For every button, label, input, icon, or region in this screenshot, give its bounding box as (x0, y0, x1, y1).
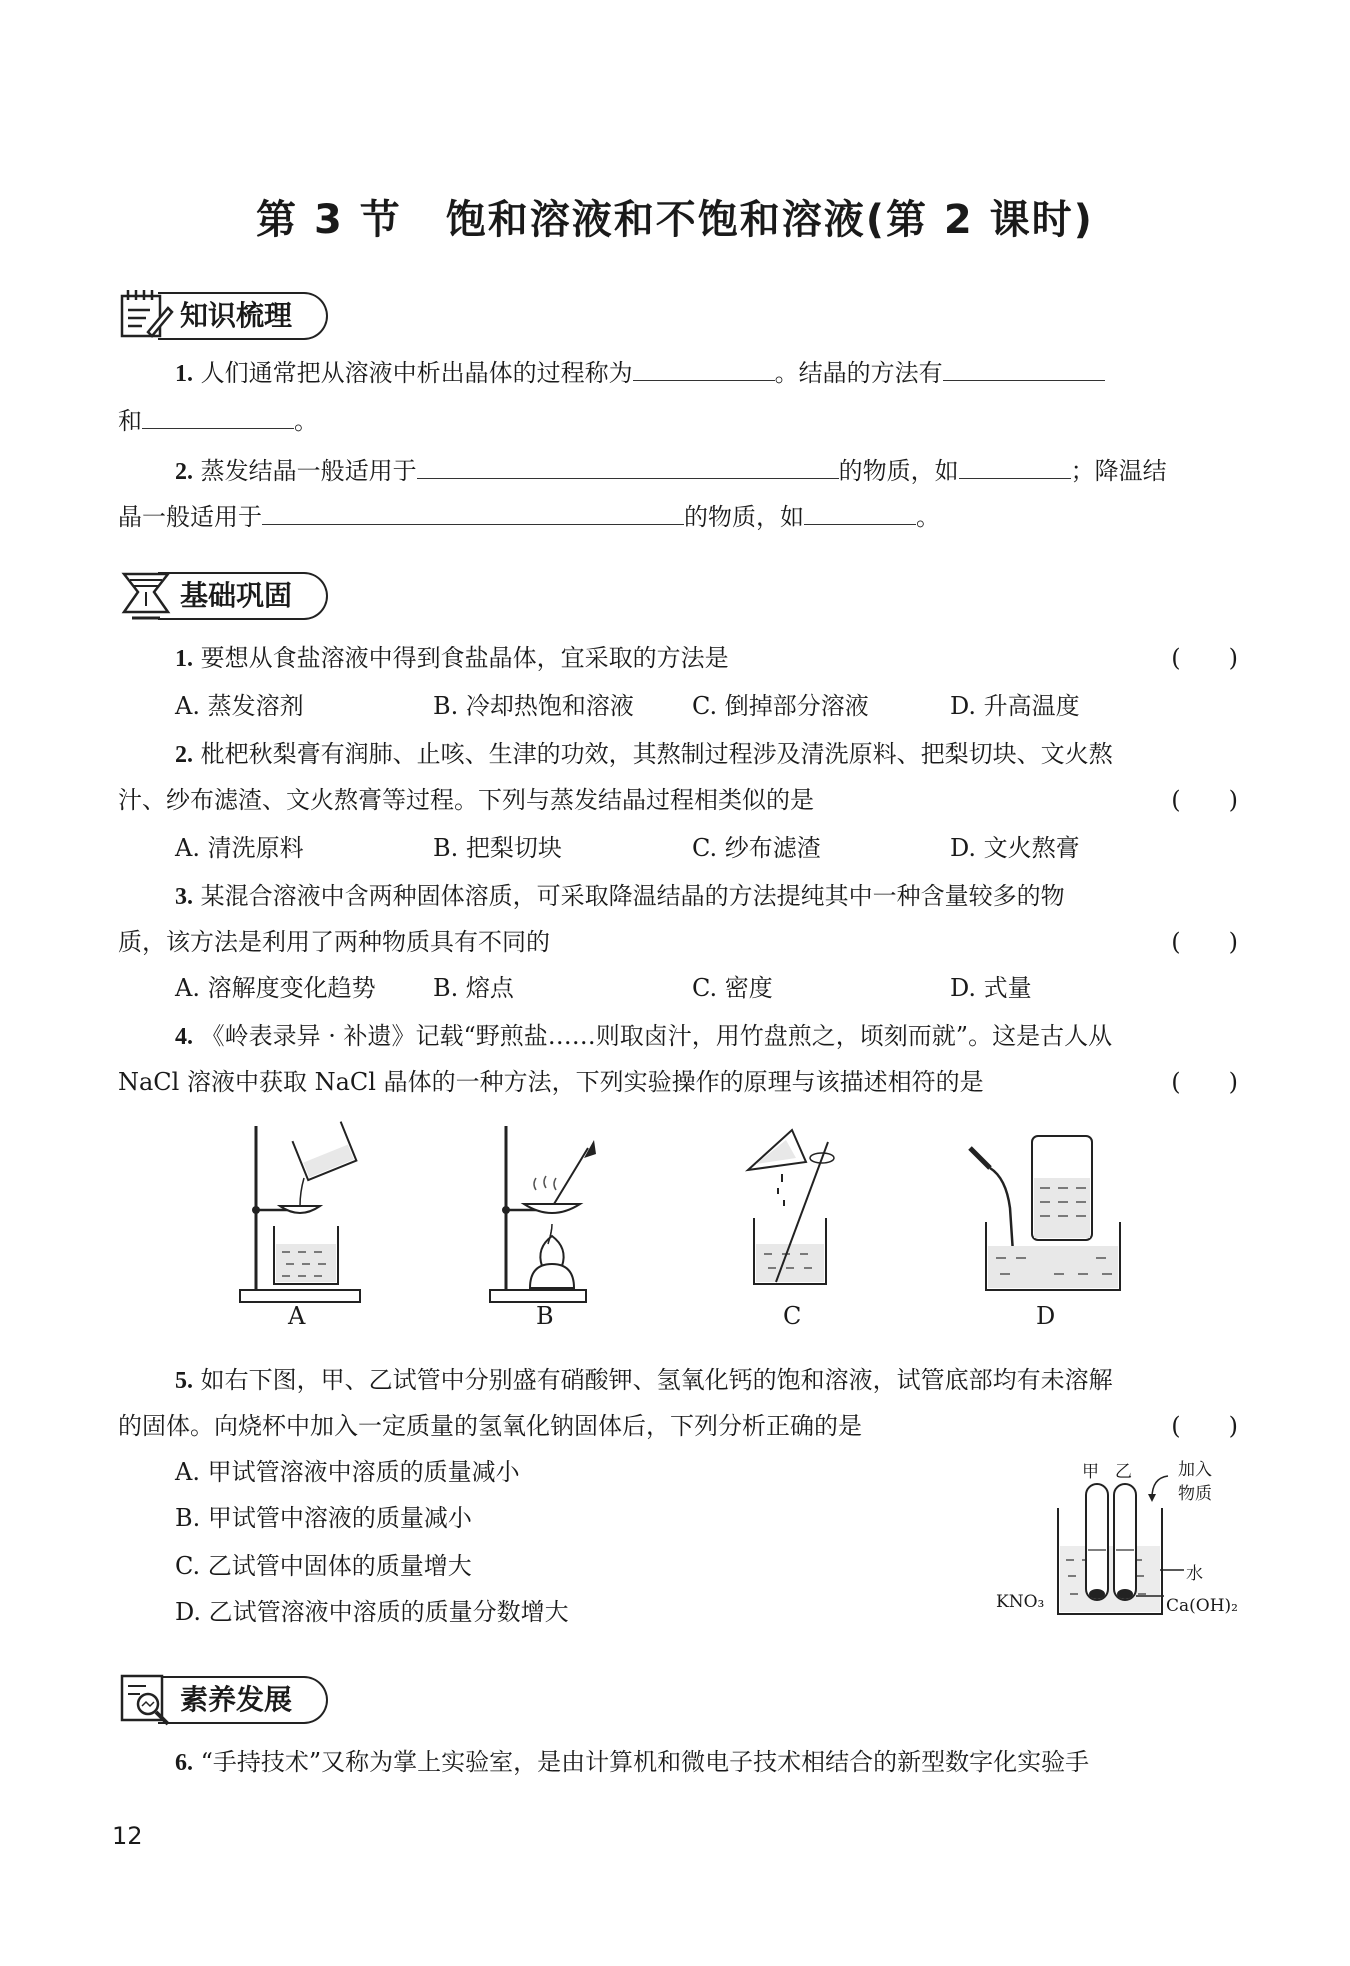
question-3-stem-line1: 3. 某混合溶液中含两种固体溶质，可采取降温结晶的方法提纯其中一种含量较多的物 (175, 882, 1065, 910)
question-4-stem-line1: 4. 《岭表录异 · 补遗》记载“野煎盐……则取卤汁，用竹盘煎之，顷刻而就”。这是古人从 (175, 1022, 1113, 1050)
knowledge-q1-line2: 和 。 (118, 404, 318, 437)
section-label: 知识梳理 (158, 292, 328, 340)
figure-label-a: A (288, 1302, 306, 1330)
figure-label-b: B (536, 1302, 554, 1330)
option-c[interactable]: C. 纱布滤渣 (692, 834, 821, 862)
answer-paren[interactable]: ( ) (1171, 644, 1238, 672)
answer-blank[interactable] (943, 356, 1105, 381)
option-a[interactable]: A. 蒸发溶剂 (175, 692, 304, 720)
figure-d-apparatus (966, 1118, 1126, 1304)
option-a[interactable]: A. 甲试管溶液中溶质的质量减小 (175, 1458, 520, 1486)
section-number: 第 3 节 (256, 197, 402, 243)
option-d[interactable]: D. 升高温度 (950, 692, 1080, 720)
question-2-stem-line2: 汁、纱布滤渣、文火熬膏等过程。下列与蒸发结晶过程相类似的是 (118, 786, 814, 814)
question-2-stem-line1: 2. 枇杷秋梨膏有润肺、止咳、生津的功效，其熬制过程涉及清洗原料、把梨切块、文火熬 (175, 740, 1113, 768)
label-jia: 甲 (1082, 1462, 1099, 1482)
answer-paren[interactable]: ( ) (1171, 1412, 1238, 1440)
option-b[interactable]: B. 冷却热饱和溶液 (433, 692, 634, 720)
question-3-stem-line2: 质，该方法是利用了两种物质具有不同的 (118, 928, 550, 956)
question-6-stem: 6. “手持技术”又称为掌上实验室，是由计算机和微电子技术相结合的新型数字化实验手 (175, 1748, 1090, 1776)
option-a[interactable]: A. 清洗原料 (175, 834, 304, 862)
question-1-stem: 1. 要想从食盐溶液中得到食盐晶体，宜采取的方法是 (175, 644, 729, 672)
label-caoh2: Ca(OH)₂ (1166, 1596, 1238, 1616)
label-add-2: 物质 (1178, 1484, 1212, 1504)
answer-blank[interactable] (959, 454, 1071, 479)
magnifier-document-icon (118, 1670, 174, 1726)
answer-blank[interactable] (417, 454, 839, 479)
hourglass-diamond-icon (118, 566, 174, 622)
option-b[interactable]: B. 把梨切块 (433, 834, 562, 862)
figure-label-c: C (783, 1302, 802, 1330)
figure-c-apparatus (736, 1118, 876, 1304)
option-d[interactable]: D. 式量 (950, 974, 1032, 1002)
page-title (0, 188, 1350, 245)
answer-blank[interactable] (262, 500, 684, 525)
option-b[interactable]: B. 熔点 (433, 974, 514, 1002)
figure-a-apparatus (230, 1118, 370, 1304)
label-yi: 乙 (1115, 1462, 1132, 1482)
section-label: 素养发展 (158, 1676, 328, 1724)
answer-blank[interactable] (804, 500, 916, 525)
section-label: 基础巩固 (158, 572, 328, 620)
notepad-pencil-icon (118, 286, 174, 342)
label-kno3: KNO₃ (996, 1592, 1045, 1612)
section-title: 饱和溶液和不饱和溶液(第 2 课时) (445, 197, 1094, 243)
option-c[interactable]: C. 倒掉部分溶液 (692, 692, 869, 720)
option-a[interactable]: A. 溶解度变化趋势 (175, 974, 376, 1002)
label-add-1: 加入 (1178, 1460, 1212, 1480)
figure-label-d: D (1036, 1302, 1056, 1330)
option-b[interactable]: B. 甲试管中溶液的质量减小 (175, 1504, 472, 1532)
figure-b-apparatus (484, 1118, 624, 1304)
answer-paren[interactable]: ( ) (1171, 786, 1238, 814)
question-4-stem-line2: NaCl 溶液中获取 NaCl 晶体的一种方法，下列实验操作的原理与该描述相符的是 (118, 1068, 984, 1096)
option-c[interactable]: C. 密度 (692, 974, 773, 1002)
question-5-stem-line1: 5. 如右下图，甲、乙试管中分别盛有硝酸钾、氢氧化钙的饱和溶液，试管底部均有未溶解 (175, 1366, 1113, 1394)
option-d[interactable]: D. 乙试管溶液中溶质的质量分数增大 (175, 1598, 569, 1626)
option-d[interactable]: D. 文火熬膏 (950, 834, 1080, 862)
answer-paren[interactable]: ( ) (1171, 1068, 1238, 1096)
option-c[interactable]: C. 乙试管中固体的质量增大 (175, 1552, 472, 1580)
page-number: 12 (112, 1822, 143, 1850)
answer-paren[interactable]: ( ) (1171, 928, 1238, 956)
answer-blank[interactable] (633, 356, 775, 381)
knowledge-q1-line1: 1. 人们通常把从溶液中析出晶体的过程称为 。结晶的方法有 (175, 356, 1105, 390)
knowledge-q2-line2: 晶一般适用于 的物质，如 。 (118, 500, 940, 533)
question-5-stem-line2: 的固体。向烧杯中加入一定质量的氢氧化钠固体后，下列分析正确的是 (118, 1412, 862, 1440)
label-water: 水 (1186, 1564, 1203, 1584)
answer-blank[interactable] (142, 404, 294, 429)
knowledge-q2-line1: 2. 蒸发结晶一般适用于 的物质，如 ；降温结 (175, 454, 1167, 488)
